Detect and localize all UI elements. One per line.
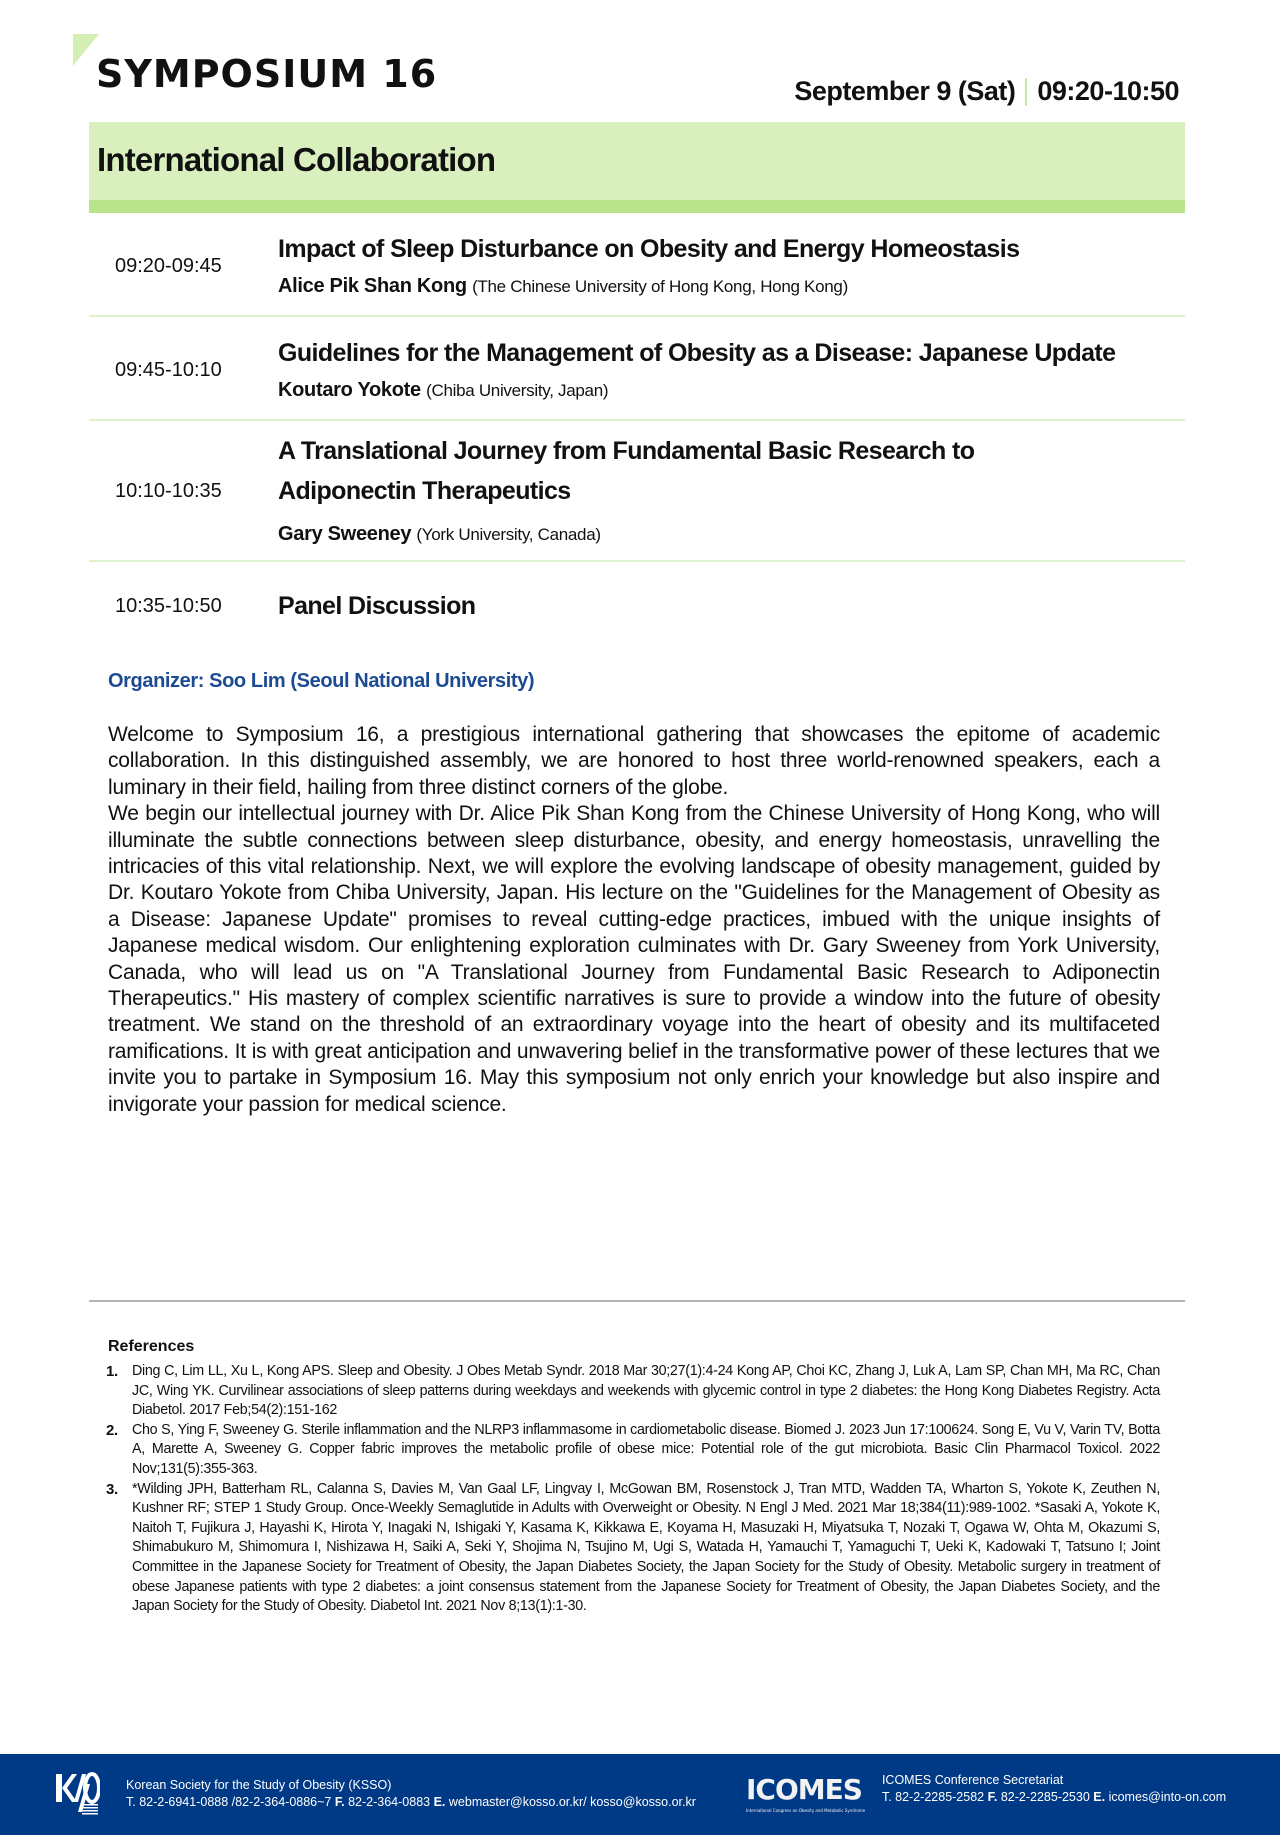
talk-title: Guidelines for the Management of Obesity as a Disease: Japanese Update bbox=[278, 338, 1116, 367]
footer-contact bbox=[882, 1789, 1226, 1806]
reference-item bbox=[106, 1480, 1160, 1617]
intro-text bbox=[108, 722, 1160, 1118]
icomes-logo-subtitle: International Congress on Obesity and Metabolic Syndrome bbox=[746, 1807, 866, 1813]
session-title-banner bbox=[89, 122, 1185, 213]
talk-title: Impact of Sleep Disturbance on Obesity and Energy Homeostasis bbox=[278, 234, 1020, 263]
phone-value: 82-2-6941-0888 /82-2-364-0886~7 bbox=[139, 1795, 332, 1809]
intro-paragraph: Welcome to Symposium 16, a prestigious international gathering that showcases the epitome of academic collaboration. In this distinguished assembly, we are honored to host three world-renowned speakers, each a luminary in their field, hailing from three distinct corners of the globe. bbox=[108, 723, 1160, 799]
reference-number: 1. bbox=[106, 1363, 118, 1380]
talk-time: 09:45-10:10 bbox=[115, 358, 222, 381]
reference-text: Cho S, Ying F, Sweeney G. Sterile inflammation and the NLRP3 inflammasome in cardiometabolic disease. Biomed J. 2023 Jun 17:100624. Song E, Vu V, Varin TV, Botta A, Marette A, Sweeney G. Copper fabric improves the metabolic profile of obese mice: Potential role of the gut microbiota. Basic Clin Pharmacol Toxicol. 2022 Nov;131(5):355-363. bbox=[132, 1421, 1160, 1477]
speaker bbox=[278, 269, 1185, 304]
schedule-row bbox=[89, 317, 1185, 421]
reference-item bbox=[106, 1421, 1160, 1480]
speaker-name: Alice Pik Shan Kong bbox=[278, 274, 467, 297]
speaker bbox=[278, 517, 1065, 552]
email-label: E. bbox=[1093, 1790, 1106, 1804]
session-datetime bbox=[794, 76, 1179, 107]
footer-org-name: Korean Society for the Study of Obesity (KSSO) bbox=[126, 1778, 392, 1792]
speaker-name: Koutaro Yokote bbox=[278, 378, 421, 401]
footer-icomes bbox=[746, 1772, 1227, 1813]
organizer: Organizer: Soo Lim (Seoul National University) bbox=[108, 670, 535, 692]
phone-label: T. bbox=[126, 1795, 136, 1809]
fax-label: F. bbox=[334, 1795, 345, 1809]
speaker-name: Gary Sweeney bbox=[278, 523, 412, 545]
speaker bbox=[278, 373, 1185, 408]
date-time-divider bbox=[1025, 78, 1027, 106]
schedule-table bbox=[89, 213, 1185, 638]
icomes-logo-text: ICOMES bbox=[746, 1772, 862, 1806]
icomes-logo-icon bbox=[746, 1772, 866, 1813]
talk-title: A Translational Journey from Fundamental Basic Research to Adiponectin Therapeutics bbox=[278, 437, 975, 505]
fax-value: 82-2-364-0883 bbox=[348, 1795, 431, 1809]
schedule-row bbox=[89, 421, 1185, 562]
reference-text: Ding C, Lim LL, Xu L, Kong APS. Sleep and Obesity. J Obes Metab Syndr. 2018 Mar 30;27(1):4-24 Kong AP, Choi KC, Zhang J, Luk A, Lam SP, Chan MH, Ma RC, Chan JC, Wing YK. Curvilinear associations of sleep patterns during weekdays and weekends with glycemic control in type 2 diabetes: the Hong Kong Diabetes Registry. Acta Diabetol. 2017 Feb;54(2):151-162 bbox=[132, 1363, 1160, 1419]
fax-label: F. bbox=[987, 1790, 998, 1804]
talk-time: 09:20-09:45 bbox=[115, 254, 222, 277]
reference-number: 3. bbox=[106, 1480, 118, 1498]
schedule-row bbox=[89, 562, 1185, 638]
phone-label: T. bbox=[881, 1790, 892, 1804]
talk-time: 10:35-10:50 bbox=[115, 594, 222, 617]
reference-number: 2. bbox=[106, 1421, 118, 1439]
talk-time: 10:10-10:35 bbox=[115, 480, 222, 502]
session-title: International Collaboration bbox=[97, 141, 496, 178]
email-value: webmaster@kosso.or.kr/ kosso@kosso.or.kr bbox=[448, 1795, 696, 1809]
footer bbox=[0, 1754, 1280, 1835]
references-list bbox=[106, 1362, 1160, 1617]
references-heading: References bbox=[108, 1338, 195, 1355]
session-time-range: 09:20-10:50 bbox=[1037, 76, 1179, 106]
intro-paragraph: We begin our intellectual journey with Dr. Alice Pik Shan Kong from the Chinese University of Hong Kong, who will illuminate the subtle connections between sleep disturbance, obesity, and energy homeostasis, unravelling the intricacies of this vital relationship. Next, we will explore the evolving landscape of obesity management, guided by Dr. Koutaro Yokote from Chiba University, Japan. His lecture on the "Guidelines for the Management of Obesity as a Disease: Japanese Update" promises to reveal cutting-edge practices, imbued with the unique insights of Japanese medical wisdom. Our enlightening exploration culminates with Dr. Gary Sweeney from York University, Canada, who will lead us on "A Translational Journey from Fundamental Basic Research to Adiponectin Therapeutics." His mastery of complex scientific narratives is sure to provide a window into the future of obesity treatment. We stand on the threshold of an extraordinary voyage into the heart of obesity and its multifaceted ramifications. It is with great anticipation and unwavering belief in the transformative power of these lectures that we invite you to partake in Symposium 16. May this symposium not only enrich your knowledge but also inspire and invigorate your passion for medical science. bbox=[108, 802, 1160, 1116]
speaker-affiliation: (York University, Canada) bbox=[416, 525, 601, 544]
email-value: icomes@into-on.com bbox=[1108, 1790, 1227, 1804]
fax-value: 82-2-2285-2530 bbox=[1000, 1790, 1090, 1804]
footer-contact bbox=[126, 1794, 696, 1811]
session-date: September 9 (Sat) bbox=[794, 76, 1016, 106]
talk-title: Panel Discussion bbox=[278, 592, 476, 620]
email-label: E. bbox=[433, 1795, 446, 1809]
speaker-affiliation: (Chiba University, Japan) bbox=[426, 380, 609, 400]
section-divider bbox=[89, 1300, 1185, 1302]
reference-item bbox=[106, 1362, 1160, 1421]
symposium-title: SYMPOSIUM 16 bbox=[96, 52, 438, 96]
footer-org-name: ICOMES Conference Secretariat bbox=[881, 1773, 1064, 1787]
schedule-row bbox=[89, 213, 1185, 317]
speaker-affiliation: (The Chinese University of Hong Kong, Hong Kong) bbox=[472, 276, 848, 296]
footer-ksso bbox=[56, 1772, 696, 1816]
phone-value: 82-2-2285-2582 bbox=[895, 1790, 985, 1804]
reference-text: *Wilding JPH, Batterham RL, Calanna S, Davies M, Van Gaal LF, Lingvay I, McGowan BM, Rosenstock J, Tran MTD, Wadden TA, Wharton S, Yokote K, Zeuthen N, Kushner RF; STEP 1 Study Group. Once-Weekly Semaglutide in Adults with Overweight or Obesity. N Engl J Med. 2021 Mar 18;384(11):989-1002. *Sasaki A, Yokote K, Naitoh T, Fujikura J, Hayashi K, Hirota Y, Inagaki N, Ishigaki Y, Kasama K, Kikkawa E, Koyama H, Masuzaki H, Miyatsuka T, Nozaki T, Ogawa W, Ohta M, Okazumi S, Shimabukuro M, Shimomura I, Nishizawa H, Saiki A, Seki Y, Shojima N, Tsujino M, Ugi S, Watada H, Yamauchi T, Yamaguchi T, Ueki K, Kadowaki T, Tatsuno I; Joint Committee in the Japanese Society for Treatment of Obesity, the Japan Diabetes Society, the Japan Society for the Study of Obesity. Metabolic surgery in treatment of obese Japanese patients with type 2 diabetes: a joint consensus statement from the Japanese Society for Treatment of Obesity, the Japan Diabetes Society, and the Japan Society for the Study of Obesity. Diabetol Int. 2021 Nov 8;13(1):1-30. bbox=[132, 1480, 1160, 1615]
ksso-logo-icon bbox=[56, 1772, 100, 1816]
